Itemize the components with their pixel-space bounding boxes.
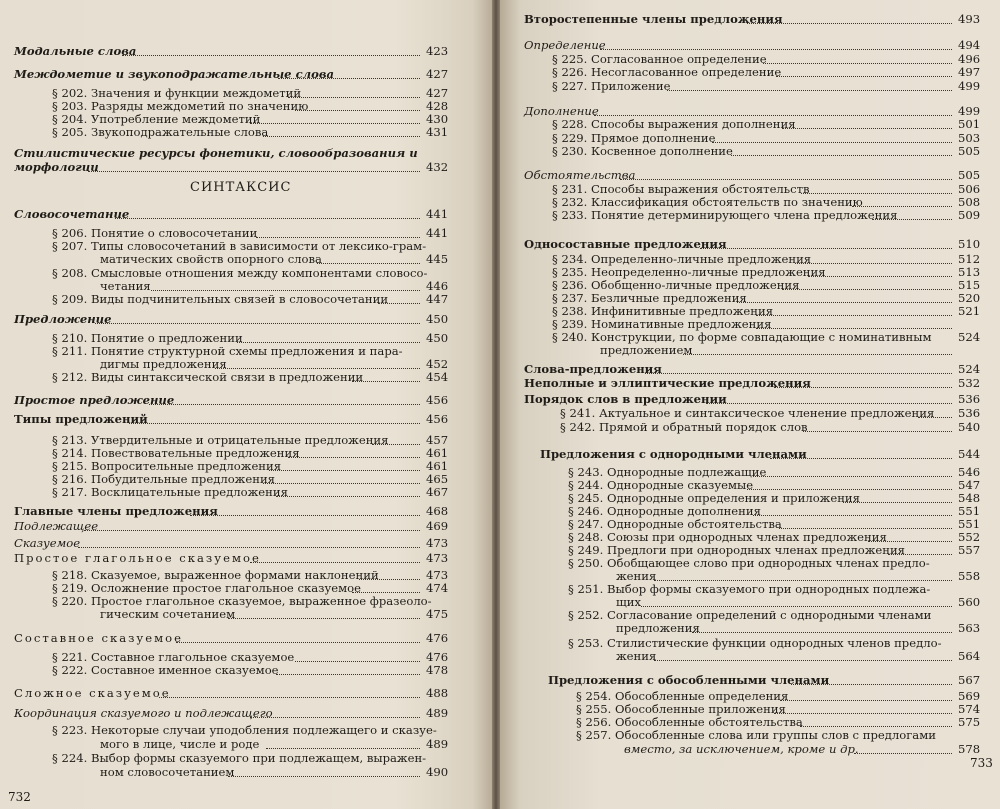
- toc-entry-text: § 233. Понятие детерминирующего члена предложения: [552, 208, 898, 222]
- toc-page-number: 569: [958, 689, 981, 703]
- page-number-left: 732: [8, 790, 31, 804]
- toc-entry-text: § 229. Прямое дополнение: [552, 131, 716, 145]
- toc-entry-text: § 243. Однородные подлежащие: [568, 465, 767, 479]
- toc-entry-text: § 238. Инфинитивные предложения: [552, 304, 774, 318]
- toc-entry-text: Слова-предложения: [524, 362, 662, 376]
- toc-page-number: 547: [958, 478, 981, 492]
- leader-dots: [918, 403, 952, 418]
- toc-entry-text: Сказуемое: [14, 536, 81, 550]
- leader-dots: [782, 114, 952, 129]
- toc-page-number: 441: [426, 207, 449, 221]
- toc-entry-text: § 247. Однородные обстоятельства: [568, 517, 782, 531]
- toc-page-number: 474: [426, 581, 449, 595]
- leader-dots: [706, 389, 952, 404]
- leader-dots: [129, 409, 420, 424]
- toc-page-number: 506: [958, 182, 981, 196]
- leader-dots: [800, 712, 952, 727]
- toc-entry-text: Односоставные предложения: [524, 237, 727, 251]
- toc-page-number: 548: [958, 491, 981, 505]
- toc-entry-text: § 210. Понятие о предложении: [52, 331, 243, 345]
- toc-entry-text: § 234. Определенно-личные предложения: [552, 252, 812, 266]
- toc-entry-text: Предложения с однородными членами: [540, 447, 807, 461]
- toc-entry-text: § 217. Восклицательные предложения: [52, 485, 288, 499]
- toc-entry-text: жения: [616, 649, 657, 663]
- toc-page-number: 532: [958, 376, 981, 390]
- leader-dots: [747, 9, 952, 24]
- toc-page-number: 501: [958, 117, 981, 131]
- toc-page-number: 520: [958, 291, 981, 305]
- left-page: [0, 0, 492, 809]
- toc-page-number: 563: [958, 621, 981, 635]
- leader-dots: [263, 122, 420, 137]
- toc-page-number: 509: [958, 208, 981, 222]
- leader-dots: [692, 618, 952, 633]
- toc-page-number: 496: [958, 52, 981, 66]
- toc-page-number: 461: [426, 459, 449, 473]
- toc-page-number: 558: [958, 569, 981, 583]
- toc-entry-text: § 225. Согласованное определение: [552, 52, 767, 66]
- right-page: [500, 0, 1000, 809]
- leader-dots: [803, 417, 952, 432]
- leader-dots: [190, 501, 420, 516]
- toc-entry-text: § 231. Способы выражения обстоятельств: [552, 182, 810, 196]
- leader-dots: [278, 64, 420, 79]
- leader-dots: [84, 516, 420, 531]
- toc-page-number: 473: [426, 536, 449, 550]
- toc-entry-text: Типы предложений: [14, 412, 148, 426]
- leader-dots: [122, 41, 420, 56]
- toc-page-number: 524: [958, 330, 981, 344]
- toc-page-number: 493: [958, 12, 981, 26]
- toc-entry-text: Составное сказуемое: [14, 631, 183, 645]
- toc-entry-text: § 211. Понятие структурной схемы предложения и пара-: [52, 344, 403, 358]
- toc-entry-text: § 252. Согласование определений с однородными членами: [568, 608, 932, 622]
- toc-page-number: 427: [426, 86, 449, 100]
- toc-page-number: 557: [958, 543, 981, 557]
- leader-dots: [176, 628, 420, 643]
- leader-dots: [770, 444, 952, 459]
- leader-dots: [95, 309, 420, 324]
- toc-page-number: 423: [426, 44, 449, 58]
- toc-page-number: 465: [426, 472, 449, 486]
- toc-entry-text: ном словосочетанием: [100, 765, 235, 779]
- toc-page-number: 445: [426, 252, 449, 266]
- toc-entry-text: Междометие и звукоподражательные слова: [14, 67, 334, 81]
- leader-dots: [250, 548, 420, 563]
- leader-dots: [756, 314, 952, 329]
- toc-entry-text: § 216. Побудительные предложения: [52, 472, 275, 486]
- leader-dots: [600, 35, 952, 50]
- leader-dots: [620, 165, 952, 180]
- book-gutter: [492, 0, 500, 809]
- toc-entry-text: § 250. Обобщающее слово при однородных членах предло-: [568, 556, 930, 570]
- leader-dots: [276, 660, 420, 675]
- toc-entry-text: § 235. Неопределенно-личные предложения: [552, 265, 826, 279]
- leader-dots: [266, 734, 420, 749]
- toc-page-number: 503: [958, 131, 981, 145]
- toc-page-number: 476: [426, 631, 449, 645]
- toc-page-number: 499: [958, 104, 981, 118]
- leader-dots: [654, 646, 952, 661]
- toc-entry-text: § 208. Смысловые отношения между компонентами словосо-: [52, 266, 428, 280]
- toc-page-number: 489: [426, 706, 449, 720]
- leader-dots: [250, 703, 420, 718]
- section-heading: СИНТАКСИС: [190, 180, 292, 195]
- leader-dots: [317, 249, 420, 264]
- page-number-right: 733: [970, 756, 993, 770]
- toc-entry-text: § 202. Значения и функции междометий: [52, 86, 302, 100]
- leader-dots: [731, 141, 952, 156]
- toc-page-number: 510: [958, 237, 981, 251]
- toc-entry-text: § 226. Несогласованное определение: [552, 65, 782, 79]
- toc-entry-text: Предложения с обособленными членами: [548, 673, 830, 687]
- toc-entry-text: § 224. Выбор формы сказуемого при подлежащем, выражен-: [52, 751, 427, 765]
- toc-entry-text: § 207. Типы словосочетаний в зависимости от лексико-грам-: [52, 239, 427, 253]
- toc-entry-text: § 254. Обособленные определения: [576, 689, 789, 703]
- leader-dots: [888, 540, 952, 555]
- toc-entry-text: § 206. Понятие о словосочетании: [52, 226, 258, 240]
- toc-page-number: 428: [426, 99, 449, 113]
- leader-dots: [115, 204, 420, 219]
- toc-entry-text: § 212. Виды синтаксической связи в предложении: [52, 370, 364, 384]
- toc-entry-text: § 245. Однородные определения и приложения: [568, 491, 860, 505]
- toc-entry-text: § 237. Безличные предложения: [552, 291, 747, 305]
- toc-entry-text: щих: [616, 595, 642, 609]
- toc-page-number: 473: [426, 568, 449, 582]
- toc-entry-text: § 256. Обособленные обстоятельства: [576, 715, 803, 729]
- toc-entry-text: Дополнение: [524, 104, 599, 118]
- leader-dots: [237, 328, 420, 343]
- toc-entry-text: дигмы предложения: [100, 357, 227, 371]
- toc-page-number: 546: [958, 465, 981, 479]
- toc-entry-text: § 244. Однородные сказуемые: [568, 478, 754, 492]
- toc-entry-text: Порядок слов в предложении: [524, 392, 727, 406]
- toc-page-number: 551: [958, 504, 981, 518]
- toc-entry-text: четания: [100, 279, 151, 293]
- toc-page-number: 454: [426, 370, 449, 384]
- toc-entry-text: Главные члены предложения: [14, 504, 218, 518]
- toc-page-number: 450: [426, 331, 449, 345]
- leader-dots: [776, 62, 952, 77]
- toc-page-number: 567: [958, 673, 981, 687]
- toc-entry-text: Словосочетание: [14, 207, 130, 221]
- toc-page-number: 431: [426, 125, 449, 139]
- toc-entry-text: § 236. Обобщенно-личные предложения: [552, 278, 800, 292]
- leader-dots: [159, 683, 420, 698]
- toc-entry-text: § 221. Составное глагольное сказуемое: [52, 650, 295, 664]
- toc-entry-text: § 257. Обособленные слова или группы слов с предлогами: [576, 728, 936, 742]
- leader-dots: [276, 482, 420, 497]
- toc-page-number: 476: [426, 650, 449, 664]
- toc-page-number: 452: [426, 357, 449, 371]
- toc-entry-text: предложения: [616, 621, 700, 635]
- toc-page-number: 489: [426, 737, 449, 751]
- toc-page-number: 441: [426, 226, 449, 240]
- leader-dots: [78, 533, 420, 548]
- leader-dots: [88, 157, 420, 172]
- leader-dots: [228, 762, 420, 777]
- toc-page-number: 457: [426, 433, 449, 447]
- toc-entry-text: Модальные слова: [14, 44, 137, 58]
- toc-page-number: 494: [958, 38, 981, 52]
- toc-entry-text: § 227. Приложение: [552, 79, 671, 93]
- toc-entry-text: Второстепенные члены предложения: [524, 12, 783, 26]
- toc-entry-text: § 218. Сказуемое, выраженное формами наклонений: [52, 568, 379, 582]
- leader-dots: [683, 340, 952, 355]
- toc-page-number: 524: [958, 362, 981, 376]
- toc-entry-text: § 219. Осложнение простое глагольное сказуемое: [52, 581, 361, 595]
- leader-dots: [872, 205, 952, 220]
- toc-entry-text: Простое предложение: [14, 393, 175, 407]
- toc-entry-text: Неполные и эллиптические предложения: [524, 376, 811, 390]
- toc-page-number: 505: [958, 168, 981, 182]
- toc-entry-text: § 248. Союзы при однородных членах предложения: [568, 530, 887, 544]
- toc-page-number: 475: [426, 607, 449, 621]
- toc-entry-text: § 246. Однородные дополнения: [568, 504, 761, 518]
- toc-entry-text: § 203. Разряды междометий по значению: [52, 99, 309, 113]
- toc-page-number: 560: [958, 595, 981, 609]
- toc-page-number: 564: [958, 649, 981, 663]
- leader-dots: [667, 76, 952, 91]
- toc-page-number: 461: [426, 446, 449, 460]
- toc-page-number: 467: [426, 485, 449, 499]
- toc-page-number: 432: [426, 160, 449, 174]
- toc-entry-text: § 239. Номинативные предложения: [552, 317, 772, 331]
- toc-page-number: 447: [426, 292, 449, 306]
- toc-page-number: 499: [958, 79, 981, 93]
- toc-entry-text: Координация сказуемого и подлежащего: [14, 706, 273, 720]
- toc-entry-text: § 205. Звукоподражательные слова: [52, 125, 269, 139]
- toc-page-number: 450: [426, 312, 449, 326]
- toc-page-number: 490: [426, 765, 449, 779]
- toc-entry-text: § 255. Обособленные приложения: [576, 702, 786, 716]
- toc-entry-text: мого в лице, числе и роде: [100, 737, 260, 751]
- toc-page-number: 456: [426, 393, 449, 407]
- toc-entry-text: § 242. Прямой и обратный порядок слов: [560, 420, 808, 434]
- leader-dots: [854, 739, 952, 754]
- toc-entry-text: § 209. Виды подчинительных связей в словосочетании: [52, 292, 389, 306]
- toc-entry-text: § 232. Классификация обстоятельств по значению: [552, 195, 863, 209]
- toc-entry-text: § 253. Стилистические функции однородных членов предло-: [568, 636, 942, 650]
- toc-page-number: 540: [958, 420, 981, 434]
- toc-entry-text: § 240. Конструкции, по форме совпадающие с номинативным: [552, 330, 932, 344]
- toc-entry-text: Подлежащее: [14, 519, 99, 533]
- toc-page-number: 497: [958, 65, 981, 79]
- toc-entry-text: морфологии: [14, 160, 99, 174]
- leader-dots: [700, 234, 952, 249]
- toc-entry-text: § 204. Употребление междометий: [52, 112, 261, 126]
- toc-page-number: 536: [958, 392, 981, 406]
- toc-entry-text: матических свойств опорного слова: [100, 252, 322, 266]
- toc-page-number: 468: [426, 504, 449, 518]
- toc-page-number: 456: [426, 412, 449, 426]
- toc-entry-text: § 214. Повествовательные предложения: [52, 446, 300, 460]
- toc-page-number: 536: [958, 406, 981, 420]
- toc-page-number: 505: [958, 144, 981, 158]
- toc-entry-text: Обстоятельства: [524, 168, 636, 182]
- leader-dots: [352, 578, 420, 593]
- leader-dots: [352, 367, 420, 382]
- toc-entry-text: Стилистические ресурсы фонетики, словообразования и: [14, 146, 418, 160]
- toc-page-number: 578: [958, 742, 981, 756]
- toc-page-number: 575: [958, 715, 981, 729]
- leader-dots: [791, 670, 952, 685]
- toc-entry-text: Определение: [524, 38, 606, 52]
- toc-entry-text: § 213. Утвердительные и отрицательные предложения: [52, 433, 389, 447]
- leader-dots: [774, 373, 952, 388]
- toc-page-number: 513: [958, 265, 981, 279]
- toc-entry-text: § 249. Предлоги при однородных членах предложения: [568, 543, 905, 557]
- toc-entry-text: § 228. Способы выражения дополнения: [552, 117, 796, 131]
- leader-dots: [228, 604, 420, 619]
- toc-page-number: 488: [426, 686, 449, 700]
- toc-page-number: 515: [958, 278, 981, 292]
- toc-page-number: 478: [426, 663, 449, 677]
- toc-entry-text: гическим сочетанием: [100, 607, 236, 621]
- toc-page-number: 508: [958, 195, 981, 209]
- leader-dots: [654, 566, 952, 581]
- toc-entry-text: предложением: [600, 343, 693, 357]
- toc-entry-text: вместо, за исключением, кроме и др.: [624, 742, 859, 756]
- leader-dots: [378, 289, 420, 304]
- toc-page-number: 446: [426, 279, 449, 293]
- toc-page-number: 551: [958, 517, 981, 531]
- leader-dots: [256, 223, 420, 238]
- leader-dots: [149, 390, 420, 405]
- toc-page-number: 512: [958, 252, 981, 266]
- toc-entry-text: Простое глагольное сказуемое: [14, 551, 261, 565]
- toc-page-number: 473: [426, 551, 449, 565]
- toc-entry-text: § 223. Некоторые случаи уподобления подлежащего и сказуе-: [52, 723, 437, 737]
- toc-entry-text: § 222. Составное именное сказуемое: [52, 663, 279, 677]
- toc-page-number: 544: [958, 447, 981, 461]
- toc-page-number: 574: [958, 702, 981, 716]
- toc-entry-text: жения: [616, 569, 657, 583]
- toc-entry-text: Сложное сказуемое: [14, 686, 171, 700]
- toc-page-number: 430: [426, 112, 449, 126]
- toc-entry-text: § 215. Вопросительные предложения: [52, 459, 282, 473]
- toc-page-number: 552: [958, 530, 981, 544]
- leader-dots: [645, 359, 952, 374]
- toc-page-number: 521: [958, 304, 981, 318]
- toc-entry-text: § 241. Актуальное и синтаксическое членение предложения: [560, 406, 935, 420]
- toc-entry-text: § 230. Косвенное дополнение: [552, 144, 733, 158]
- toc-entry-text: § 220. Простое глагольное сказуемое, выраженное фразеоло-: [52, 594, 432, 608]
- leader-dots: [641, 592, 952, 607]
- toc-entry-text: Предложение: [14, 312, 112, 326]
- toc-page-number: 469: [426, 519, 449, 533]
- toc-entry-text: § 251. Выбор формы сказуемого при однородных подлежа-: [568, 582, 931, 596]
- toc-page-number: 427: [426, 67, 449, 81]
